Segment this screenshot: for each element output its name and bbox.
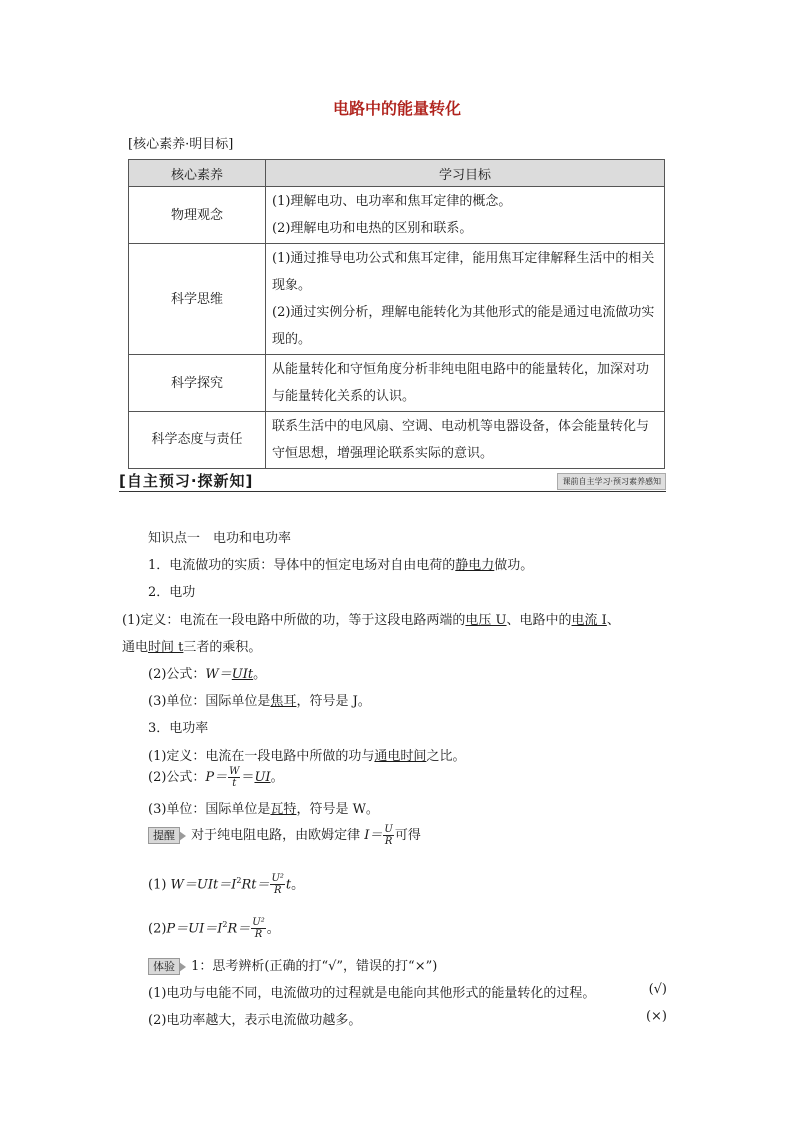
section-title: [自主预习·探新知]	[119, 472, 254, 490]
answer-underline: 瓦特	[270, 802, 297, 817]
table-row	[129, 355, 665, 412]
line-formula-work: (2)公式：W＝UIt。	[148, 667, 267, 682]
line-definition-cont: 通电时间 t三者的乘积。	[122, 640, 262, 655]
fraction: $\frac{\text{U²}}{R}$	[252, 917, 265, 941]
answer-underline: 通电时间	[374, 749, 427, 764]
table-row	[129, 244, 665, 355]
fraction: $\frac{W}{t}$	[229, 766, 240, 789]
answer-underline: 电流 I	[571, 613, 607, 628]
category-cell: 物理观念	[129, 187, 266, 244]
line-formula-power: (2)公式：P＝ $\frac{W}{t}$ ＝UI。	[148, 766, 284, 789]
category-cell: 科学态度与责任	[129, 412, 266, 469]
goal-text: (1)理解电功、电功率和焦耳定律的概念。	[272, 194, 512, 209]
goal-cell	[266, 412, 665, 469]
experience-line: 体验 1：思考辨析(正确的打“√”，错误的打“×”)	[122, 955, 437, 975]
table-row	[129, 412, 665, 469]
line-power-definition: (1)定义：电流在一段电路中所做的功与通电时间之比。	[148, 749, 466, 764]
tip-line: 提醒 对于纯电阻电路，由欧姆定律 I＝ $\frac{U}{R}$ 可得	[122, 823, 421, 849]
question-2: (2)电功率越大，表示电流做功越多。 (×)	[148, 1009, 667, 1028]
subheading-power: 3．电功率	[148, 721, 209, 736]
formula-line-1: (1) $W=UIt=I^2Rt=$ $\frac{\text{U²}}{R}$ t。	[148, 873, 305, 897]
answer-underline: 电压 U	[465, 613, 507, 628]
knowledge-point-heading: 知识点一 电功和电功率	[148, 531, 292, 546]
table-row	[129, 187, 665, 244]
table-header-row	[129, 160, 665, 187]
goals-table	[128, 159, 665, 469]
tip-tag: 提醒	[148, 827, 180, 844]
goal-text: (1)通过推导电功公式和焦耳定律，能用焦耳定律解释生活中的相关现象。	[272, 251, 655, 293]
core-literacy-label: [核心素养·明目标]	[128, 137, 234, 152]
header-learning-goals: 学习目标	[266, 160, 665, 187]
answer-underline: UI	[254, 770, 271, 785]
category-cell: 科学探究	[129, 355, 266, 412]
answer-underline: 静电力	[455, 558, 495, 573]
section-tag: 课前自主学习·预习素养感知	[557, 473, 666, 490]
line-essence: 1．电流做功的实质：导体中的恒定电场对自由电荷的静电力做功。	[148, 558, 534, 573]
section-banner	[119, 470, 666, 492]
line-unit-work: (3)单位：国际单位是焦耳，符号是 J。	[148, 694, 371, 709]
goal-text: (2)理解电功和电热的区别和联系。	[272, 221, 473, 236]
page-title: 电路中的能量转化	[332, 99, 461, 118]
experience-tag: 体验	[148, 958, 180, 975]
goal-text: 从能量转化和守恒角度分析非纯电阻电路中的能量转化，加深对功与能量转化关系的认识。	[272, 362, 650, 404]
formula-line-2: $(2)P=UI=I^2R=$ $\frac{\text{U²}}{R}$ 。	[148, 917, 280, 941]
goal-cell	[266, 187, 665, 244]
answer-underline: UIt	[231, 667, 254, 682]
line-definition: (1)定义：电流在一段电路中所做的功，等于这段电路两端的电压 U、电路中的电流 I、	[122, 613, 620, 628]
answer-underline: 焦耳	[270, 694, 297, 709]
question-1: (1)电功与电能不同，电流做功的过程就是电能向其他形式的能量转化的过程。 (√)	[148, 982, 667, 1001]
goal-cell	[266, 244, 665, 355]
answer-mark: (×)	[645, 1009, 667, 1024]
line-unit-power: (3)单位：国际单位是瓦特，符号是 W。	[148, 802, 379, 817]
fraction: $\frac{\text{U²}}{R}$	[271, 873, 284, 897]
goal-text: (2)通过实例分析，理解电能转化为其他形式的能是通过电流做功实现的。	[272, 305, 655, 347]
subheading-work: 2．电功	[148, 585, 196, 600]
goal-cell	[266, 355, 665, 412]
answer-mark: (√)	[648, 982, 667, 997]
header-core-literacy: 核心素养	[129, 160, 266, 187]
category-cell: 科学思维	[129, 244, 266, 355]
fraction: $\frac{U}{R}$	[384, 824, 393, 847]
goal-text: 联系生活中的电风扇、空调、电动机等电器设备，体会能量转化与守恒思想，增强理论联系实际的意识。	[272, 419, 650, 461]
answer-underline: 时间 t	[148, 640, 184, 655]
